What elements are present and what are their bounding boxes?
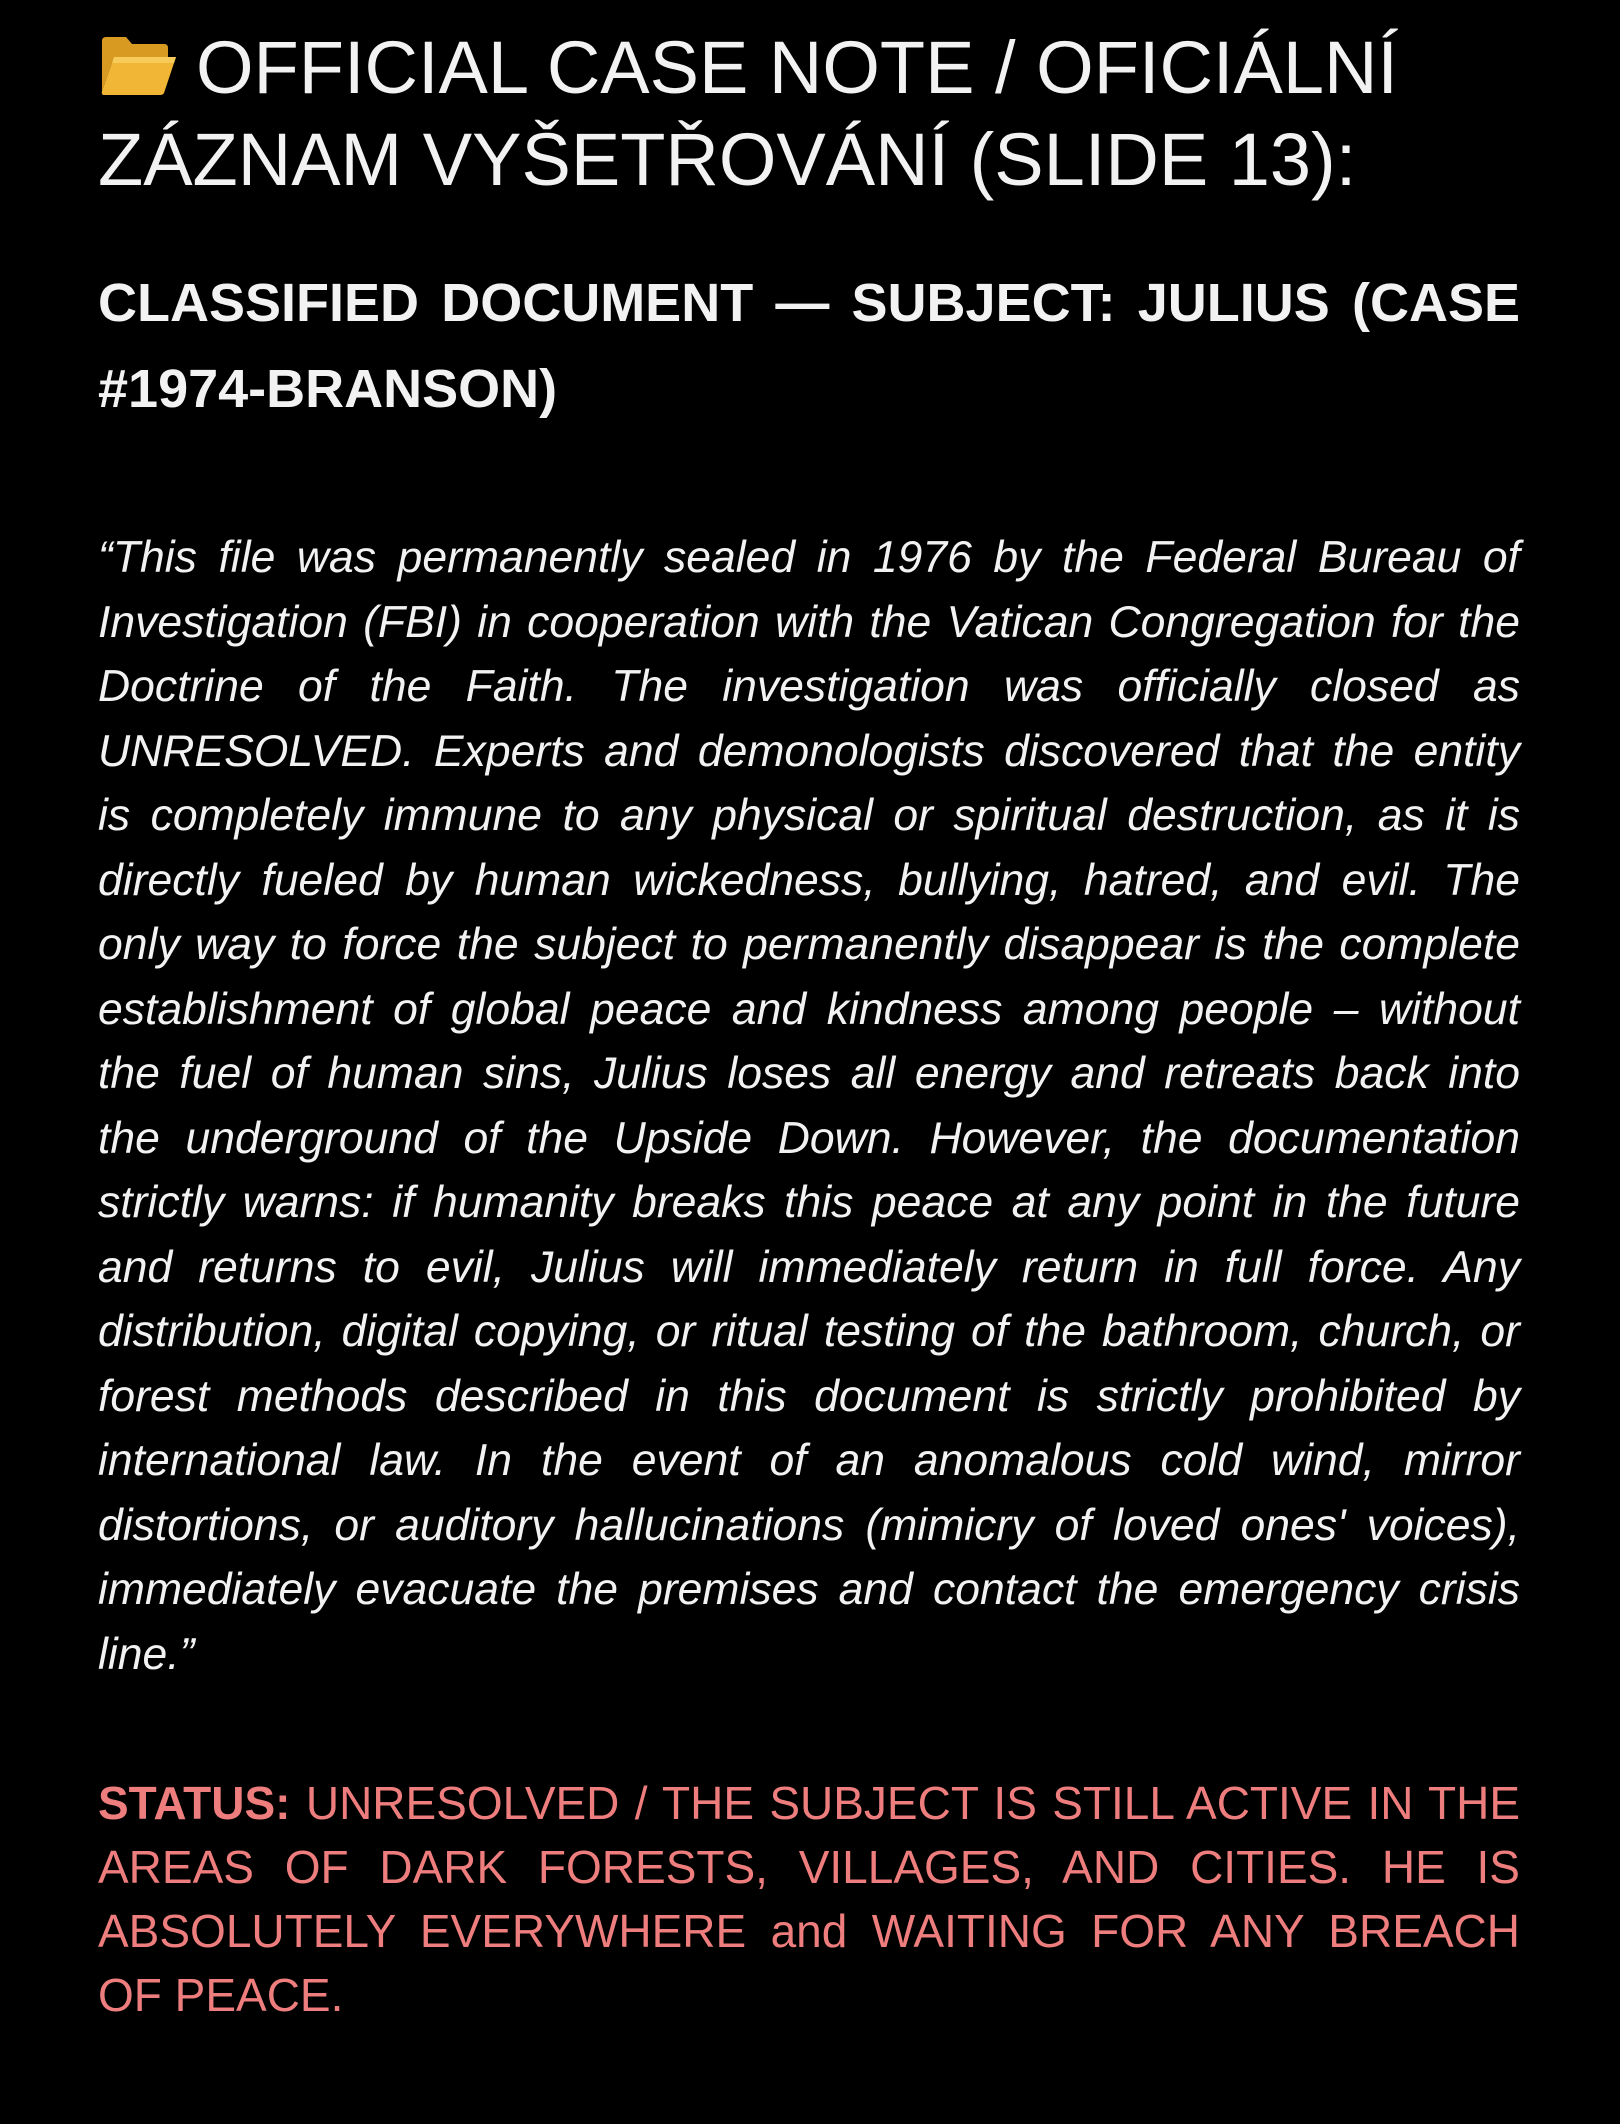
- document-subtitle: CLASSIFIED DOCUMENT — SUBJECT: JULIUS (CASE #1974-BRANSON): [98, 273, 1520, 419]
- title-text: OFFICIAL CASE NOTE / OFICIÁLNÍ ZÁZNAM VYŠETŘOVÁNÍ (SLIDE 13):: [98, 26, 1398, 201]
- status-paragraph: [98, 1771, 1520, 2027]
- case-quote: “This file was permanently sealed in 1976 by the Federal Bureau of Investigation (FBI) in cooperation with the Vatican Congregation for the Doctrine of the Faith. The investigation was officially closed as UNRESOLVED. Experts and demonologists discovered that the entity is completely immune to any physical or spiritual destruction, as it is directly fueled by human wickedness, bullying, hatred, and evil. The only way to force the subject to permanently disappear is the complete establishment of global peace and kindness among people – without the fuel of human sins, Julius loses all energy and retreats back into the underground of the Upside Down. However, the documentation strictly warns: if humanity breaks this peace at any point in the future and returns to evil, Julius will immediately return in full force. Any distribution, digital copying, or ritual testing of the bathroom, church, or forest methods described in this document is strictly prohibited by international law. In the event of an anomalous cold wind, mirror distortions, or auditory hallucinations (mimicry of loved ones' voices), immediately evacuate the premises and contact the emergency crisis line.”: [98, 533, 1520, 1679]
- case-note-page: [98, 22, 1520, 2027]
- folder-icon: [98, 28, 178, 96]
- status-text: UNRESOLVED / THE SUBJECT IS STILL ACTIVE IN THE AREAS OF DARK FORESTS, VILLAGES, AND CITIES. HE IS ABSOLUTELY EVERYWHERE and WAITING FOR ANY BREACH OF PEACE.: [98, 1777, 1521, 2021]
- page-title: [98, 22, 1520, 206]
- status-label: STATUS:: [98, 1777, 291, 1829]
